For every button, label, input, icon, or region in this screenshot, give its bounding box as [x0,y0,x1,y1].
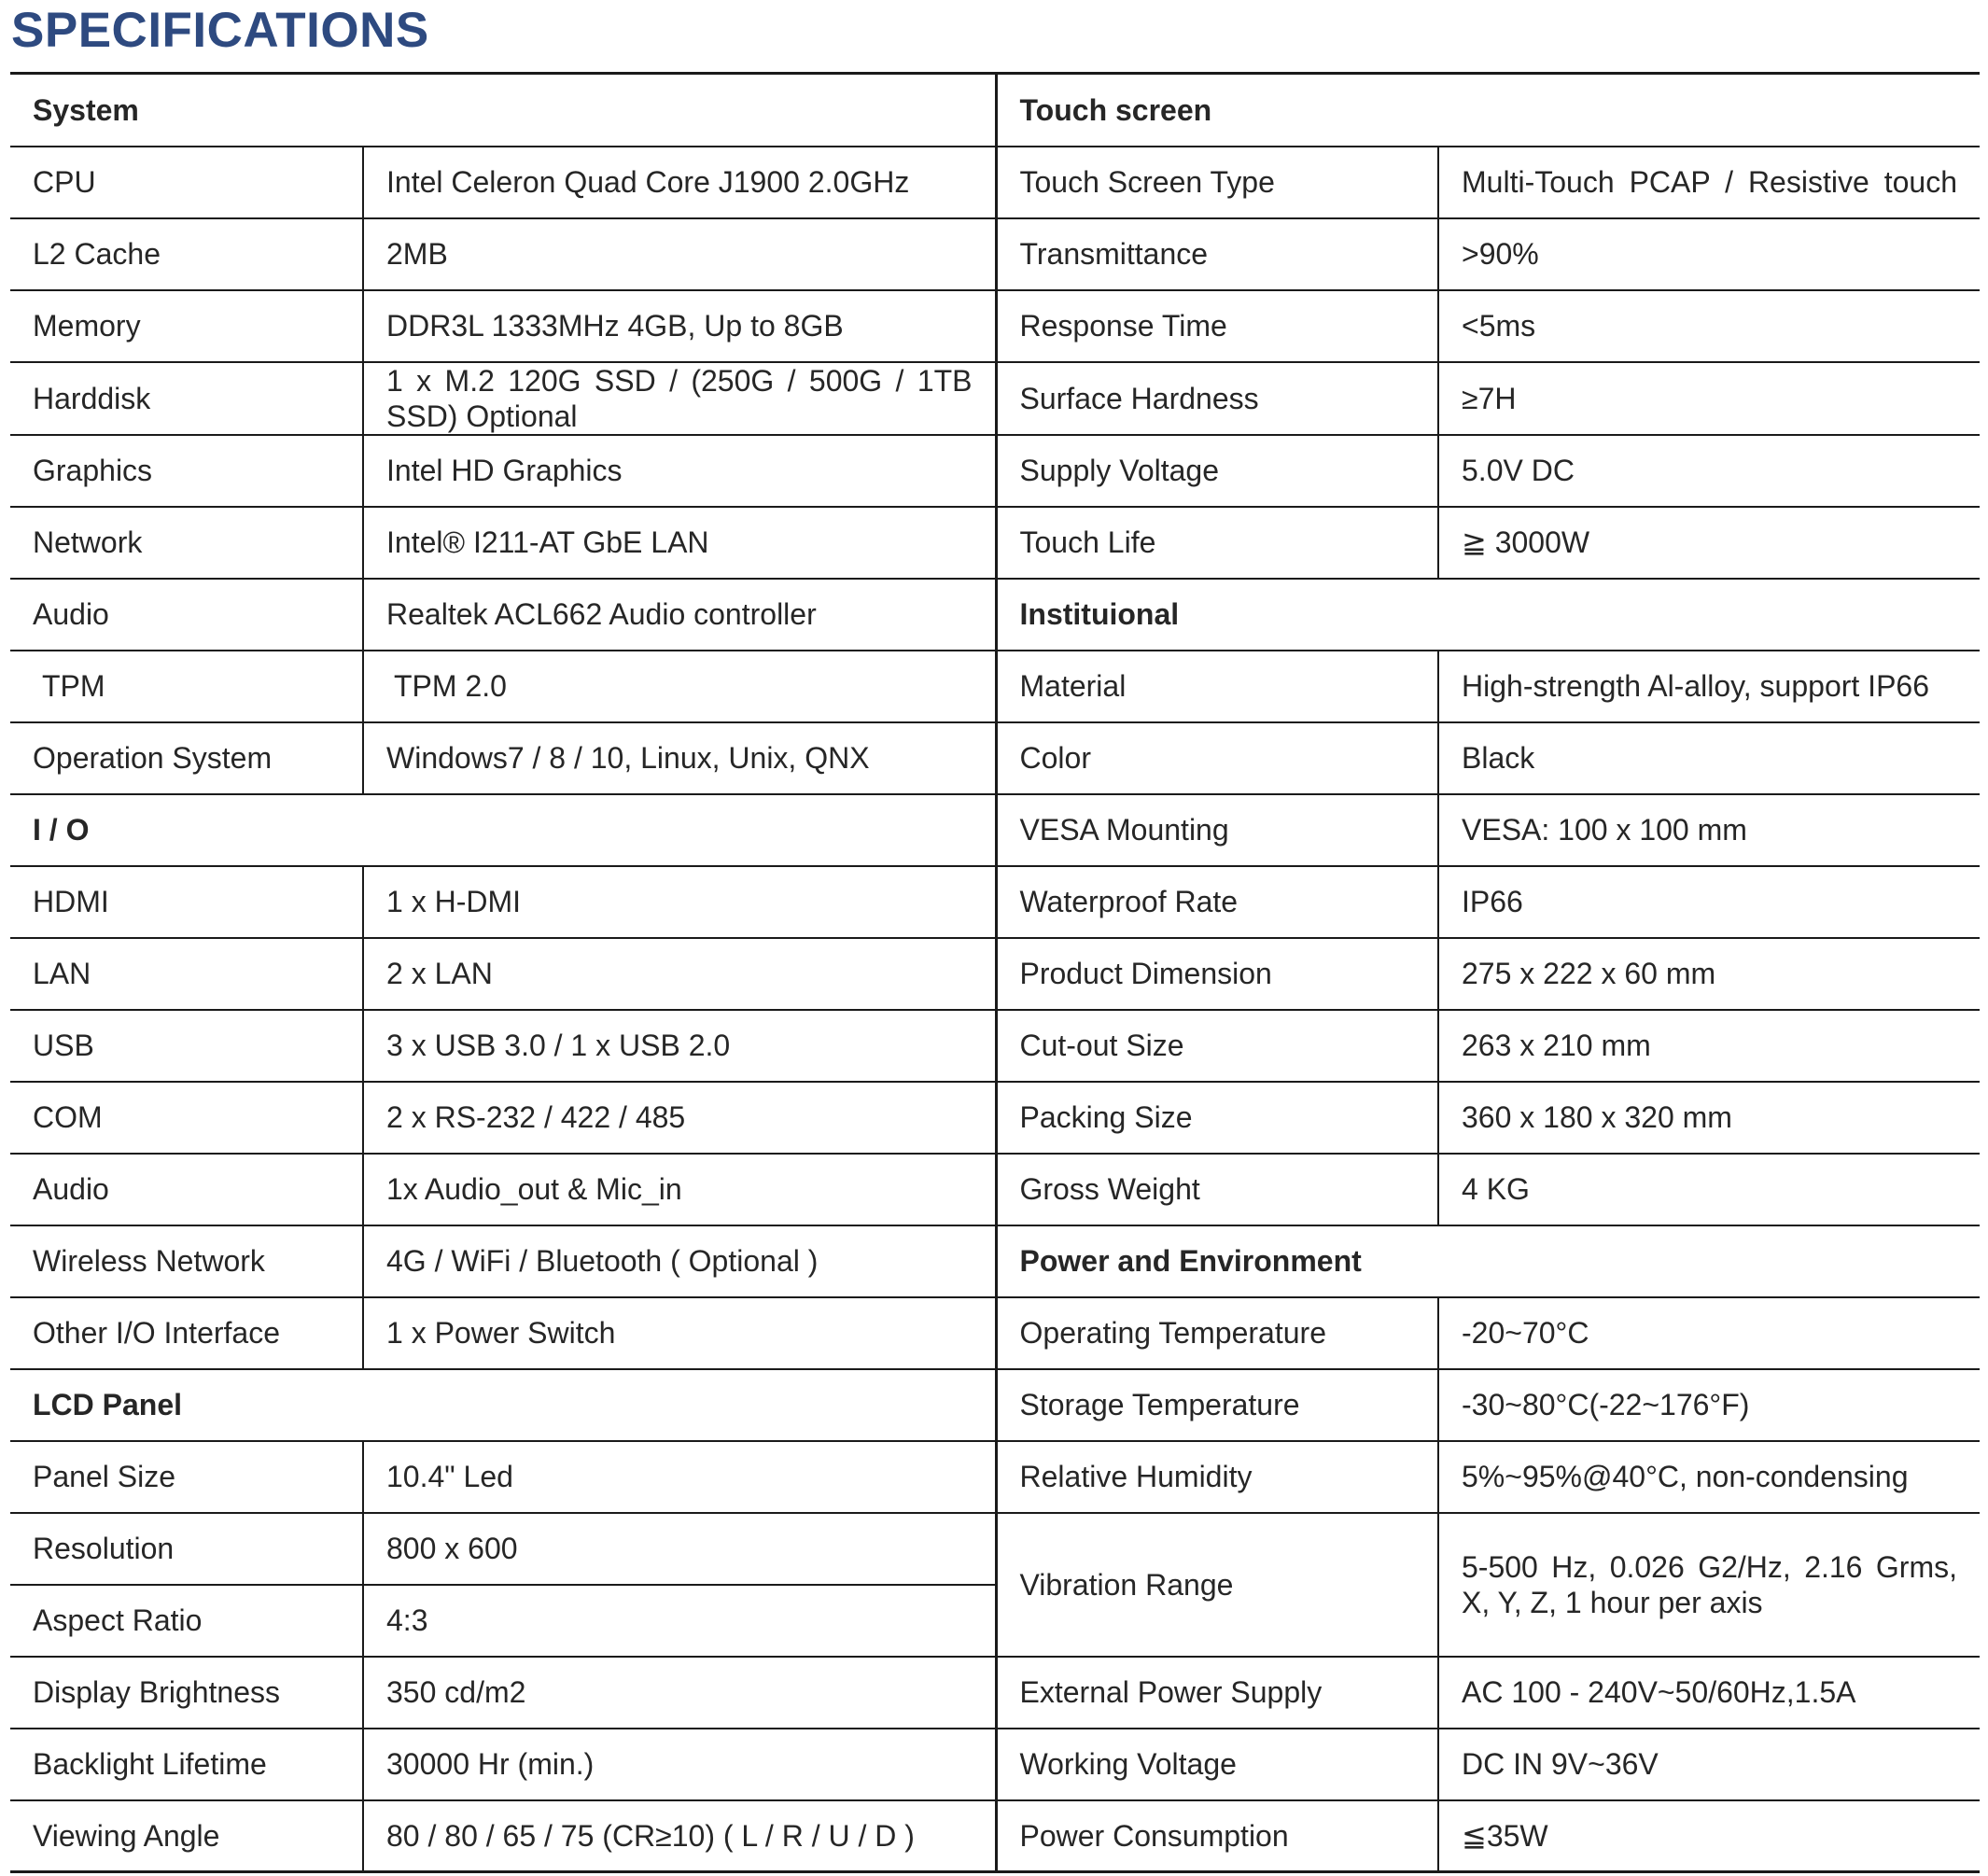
spec-value: DC IN 9V~36V [1438,1729,1980,1800]
table-row [10,290,1980,362]
table-row [10,1513,1980,1585]
spec-label: CPU [10,147,363,218]
spec-value: 1 x H-DMI [363,866,996,938]
spec-label: Storage Temperature [996,1369,1438,1441]
specifications-table [10,72,1980,1873]
spec-label: Aspect Ratio [10,1585,363,1657]
spec-value: ≥7H [1438,362,1980,435]
spec-label: Panel Size [10,1441,363,1513]
spec-label: COM [10,1082,363,1154]
spec-value: ≧ 3000W [1438,507,1980,579]
spec-value: 80 / 80 / 65 / 75 (CR≥10) ( L / R / U / D ) [363,1800,996,1872]
spec-value: 5.0V DC [1438,435,1980,507]
spec-value: 1 x M.2 120G SSD / (250G / 500G / 1TB SSD) Optional [363,362,996,435]
spec-value: -30~80°C(-22~176°F) [1438,1369,1980,1441]
spec-value: 1 x Power Switch [363,1297,996,1369]
spec-value: 5%~95%@40°C, non-condensing [1438,1441,1980,1513]
table-row [10,435,1980,507]
spec-value: TPM 2.0 [363,651,996,722]
spec-value: <5ms [1438,290,1980,362]
spec-value: 360 x 180 x 320 mm [1438,1082,1980,1154]
spec-label: Graphics [10,435,363,507]
spec-value: 3 x USB 3.0 / 1 x USB 2.0 [363,1010,996,1082]
table-row [10,1010,1980,1082]
spec-value: 1x Audio_out & Mic_in [363,1154,996,1225]
spec-value: 10.4" Led [363,1441,996,1513]
table-row [10,1657,1980,1729]
spec-value: Realtek ACL662 Audio controller [363,579,996,651]
section-heading-io: I / O [10,794,996,866]
spec-label: Wireless Network [10,1225,363,1297]
section-heading-lcd-panel: LCD Panel [10,1369,996,1441]
spec-value: 263 x 210 mm [1438,1010,1980,1082]
spec-label: Surface Hardness [996,362,1438,435]
spec-label: Vibration Range [996,1513,1438,1657]
spec-value: AC 100 - 240V~50/60Hz,1.5A [1438,1657,1980,1729]
table-row [10,794,1980,866]
spec-value: DDR3L 1333MHz 4GB, Up to 8GB [363,290,996,362]
spec-label: Material [996,651,1438,722]
spec-value: Intel® I211-AT GbE LAN [363,507,996,579]
table-row [10,938,1980,1010]
spec-label: Network [10,507,363,579]
spec-value: >90% [1438,218,1980,290]
table-row [10,722,1980,794]
spec-label: Operating Temperature [996,1297,1438,1369]
spec-value: ≦35W [1438,1800,1980,1872]
spec-label: External Power Supply [996,1657,1438,1729]
spec-label: Audio [10,579,363,651]
spec-label: Gross Weight [996,1154,1438,1225]
spec-label: Cut-out Size [996,1010,1438,1082]
spec-value: 4:3 [363,1585,996,1657]
spec-label: Display Brightness [10,1657,363,1729]
spec-value: -20~70°C [1438,1297,1980,1369]
table-row [10,1800,1980,1872]
table-row [10,1154,1980,1225]
spec-label: Supply Voltage [996,435,1438,507]
table-row [10,1441,1980,1513]
spec-value: Multi-Touch PCAP / Resistive touch [1438,147,1980,218]
table-row [10,147,1980,218]
spec-label: Other I/O Interface [10,1297,363,1369]
page-title: SPECIFICATIONS [11,3,429,58]
spec-label: Transmittance [996,218,1438,290]
spec-label: TPM [10,651,363,722]
spec-value: Black [1438,722,1980,794]
spec-label: Operation System [10,722,363,794]
spec-label: Audio [10,1154,363,1225]
spec-label: Relative Humidity [996,1441,1438,1513]
spec-label: Color [996,722,1438,794]
table-row [10,507,1980,579]
spec-value: 4G / WiFi / Bluetooth ( Optional ) [363,1225,996,1297]
spec-value: VESA: 100 x 100 mm [1438,794,1980,866]
spec-value: 800 x 600 [363,1513,996,1585]
spec-label: Product Dimension [996,938,1438,1010]
table-row [10,1082,1980,1154]
spec-label: Response Time [996,290,1438,362]
table-row [10,651,1980,722]
spec-value: 350 cd/m2 [363,1657,996,1729]
section-heading-touch-screen: Touch screen [996,74,1980,147]
spec-value: Intel HD Graphics [363,435,996,507]
spec-label: HDMI [10,866,363,938]
spec-label: VESA Mounting [996,794,1438,866]
spec-value: 2MB [363,218,996,290]
spec-value: Intel Celeron Quad Core J1900 2.0GHz [363,147,996,218]
table-row [10,579,1980,651]
spec-value: 275 x 222 x 60 mm [1438,938,1980,1010]
spec-label: Resolution [10,1513,363,1585]
section-heading-power-and-environment: Power and Environment [996,1225,1980,1297]
spec-label: Working Voltage [996,1729,1438,1800]
spec-value: Windows7 / 8 / 10, Linux, Unix, QNX [363,722,996,794]
spec-label: Viewing Angle [10,1800,363,1872]
table-row [10,1369,1980,1441]
spec-value: 2 x RS-232 / 422 / 485 [363,1082,996,1154]
spec-value: IP66 [1438,866,1980,938]
table-row [10,74,1980,147]
spec-label: Touch Life [996,507,1438,579]
spec-label: Backlight Lifetime [10,1729,363,1800]
spec-label: LAN [10,938,363,1010]
table-row [10,1729,1980,1800]
spec-value: 30000 Hr (min.) [363,1729,996,1800]
table-row [10,1297,1980,1369]
table-row [10,218,1980,290]
section-heading-system: System [10,74,996,147]
section-heading-instituional: Instituional [996,579,1980,651]
spec-label: Power Consumption [996,1800,1438,1872]
spec-label: Waterproof Rate [996,866,1438,938]
spec-label: Memory [10,290,363,362]
table-row [10,362,1980,435]
spec-label: USB [10,1010,363,1082]
spec-value: 5-500 Hz, 0.026 G2/Hz, 2.16 Grms, X, Y, Z, 1 hour per axis [1438,1513,1980,1657]
spec-label: L2 Cache [10,218,363,290]
spec-label: Packing Size [996,1082,1438,1154]
spec-value: 4 KG [1438,1154,1980,1225]
table-row [10,866,1980,938]
spec-label: Harddisk [10,362,363,435]
spec-value: High-strength Al-alloy, support IP66 [1438,651,1980,722]
spec-label: Touch Screen Type [996,147,1438,218]
spec-value: 2 x LAN [363,938,996,1010]
table-row [10,1225,1980,1297]
